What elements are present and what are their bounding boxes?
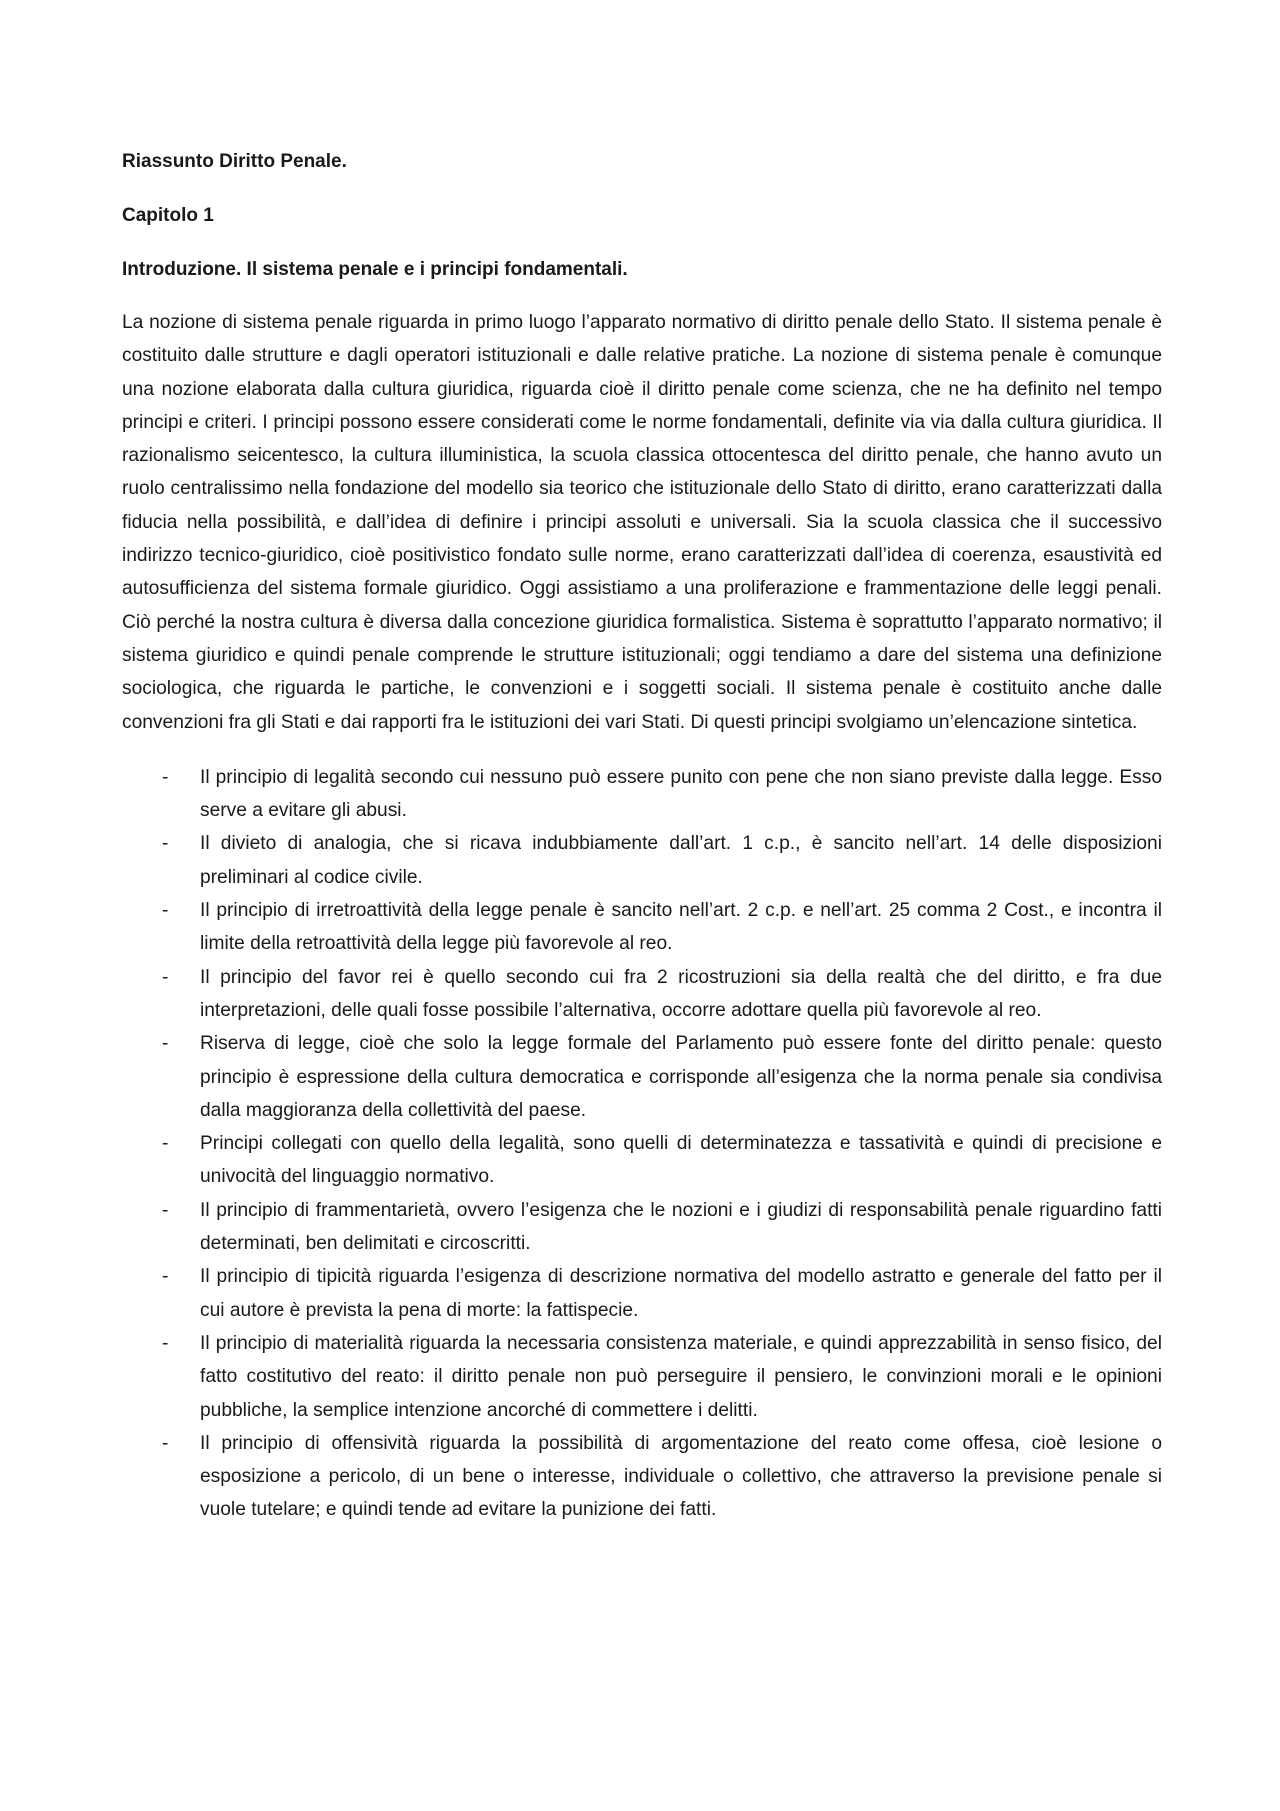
- list-item: [122, 1194, 1162, 1261]
- chapter-heading: Capitolo 1: [122, 205, 214, 226]
- bullet-dash: -: [162, 966, 169, 988]
- list-item-text: Riserva di legge, cioè che solo la legge formale del Parlamento può essere fonte del diritto penale: questo principio è espressione della cultura democratica e corrisponde all’esigenza che la norma penale sia condivisa dalla maggioranza della collettività del paese.: [200, 1033, 1162, 1121]
- list-item: [122, 761, 1162, 828]
- list-item: [122, 1260, 1162, 1327]
- list-item-text: Il principio di materialità riguarda la necessaria consistenza materiale, e quindi apprezzabilità in senso fisico, del fatto costitutivo del reato: il diritto penale non può perseguire il pensiero, le convinzioni morali e le opinioni pubbliche, la semplice intenzione ancorché di commettere i delitti.: [200, 1332, 1162, 1421]
- list-item-text: Il divieto di analogia, che si ricava indubbiamente dall’art. 1 c.p., è sancito nell’art. 14 delle disposizioni preliminari al codice civile.: [200, 833, 1162, 888]
- list-item: [122, 827, 1162, 894]
- bullet-dash: -: [162, 900, 169, 922]
- document-page: [122, 150, 1162, 1527]
- list-item-text: Il principio di offensività riguarda la possibilità di argomentazione del reato come offesa, cioè lesione o esposizione a pericolo, di un bene o interesse, individuale o collettivo, che attraverso la previsione penale si vuole tutelare; e quindi tende ad evitare la punizione dei fatti.: [200, 1432, 1162, 1521]
- section-heading: Introduzione. Il sistema penale e i principi fondamentali.: [122, 259, 628, 280]
- list-item: [122, 1327, 1162, 1427]
- bullet-dash: -: [162, 1199, 169, 1221]
- bullet-dash: -: [162, 1432, 169, 1454]
- principles-list: [122, 761, 1162, 1527]
- list-item: [122, 961, 1162, 1028]
- bullet-dash: -: [162, 1266, 169, 1288]
- list-item-text: Il principio di legalità secondo cui nessuno può essere punito con pene che non siano previste dalla legge. Esso serve a evitare gli abusi.: [200, 766, 1162, 822]
- list-item-text: Il principio di irretroattività della legge penale è sancito nell’art. 2 c.p. e nell’art. 25 comma 2 Cost., e incontra il limite della retroattività della legge più favorevole al reo.: [200, 900, 1162, 955]
- bullet-dash: -: [162, 1133, 169, 1155]
- intro-paragraph: La nozione di sistema penale riguarda in primo luogo l’apparato normativo di diritto penale dello Stato. Il sistema penale è costituito dalle strutture e dagli operatori istituzionali e dalle relative pratiche. La nozione di sistema penale è comunque una nozione elaborata dalla cultura giuridica, riguarda cioè il diritto penale come scienza, che ne ha definito nel tempo principi e criteri. I principi possono essere considerati come le norme fondamentali, definite via via dalla cultura giuridica. Il razionalismo seicentesco, la cultura illuministica, la scuola classica ottocentesca del diritto penale, che hanno avuto un ruolo centralissimo nella fondazione del modello sia teorico che istituzionale dello Stato di diritto, erano caratterizzati dalla fiducia nella possibilità, e dall’idea di definire i principi assoluti e universali. Sia la scuola classica che il successivo indirizzo tecnico-giuridico, cioè positivistico fondato sulle norme, erano caratterizzati dall’idea di coerenza, esaustività ed autosufficienza del sistema formale giuridico. Oggi assistiamo a una proliferazione e frammentazione delle leggi penali. Ciò perché la nostra cultura è diversa dalla concezione giuridica formalistica. Sistema è soprattutto l’apparato normativo; il sistema giuridico e quindi penale comprende le strutture istituzionali; oggi tendiamo a dare del sistema una definizione sociologica, che riguarda le partiche, le convenzioni e i soggetti sociali. Il sistema penale è costituito anche dalle convenzioni fra gli Stati e dai rapporti fra le istituzioni dei vari Stati. Di questi principi svolgiamo un’elencazione sintetica.: [122, 312, 1162, 733]
- list-item: [122, 1127, 1162, 1194]
- document-title: Riassunto Diritto Penale.: [122, 151, 347, 172]
- bullet-dash: -: [162, 766, 169, 788]
- bullet-dash: -: [162, 1332, 169, 1354]
- list-item-text: Il principio di frammentarietà, ovvero l’esigenza che le nozioni e i giudizi di responsabilità penale riguardino fatti determinati, ben delimitati e circoscritti.: [200, 1199, 1162, 1255]
- list-item: [122, 1427, 1162, 1527]
- list-item-text: Il principio del favor rei è quello secondo cui fra 2 ricostruzioni sia della realtà che del diritto, e fra due interpretazioni, delle quali fosse possibile l’alternativa, occorre adottare quella più favorevole al reo.: [200, 966, 1162, 1021]
- bullet-dash: -: [162, 833, 169, 855]
- list-item-text: Principi collegati con quello della legalità, sono quelli di determinatezza e tassatività e quindi di precisione e univocità del linguaggio normativo.: [200, 1133, 1162, 1188]
- list-item: [122, 1027, 1162, 1127]
- bullet-dash: -: [162, 1033, 169, 1055]
- list-item-text: Il principio di tipicità riguarda l’esigenza di descrizione normativa del modello astratto e generale del fatto per il cui autore è prevista la pena di morte: la fattispecie.: [200, 1266, 1162, 1321]
- list-item: [122, 894, 1162, 961]
